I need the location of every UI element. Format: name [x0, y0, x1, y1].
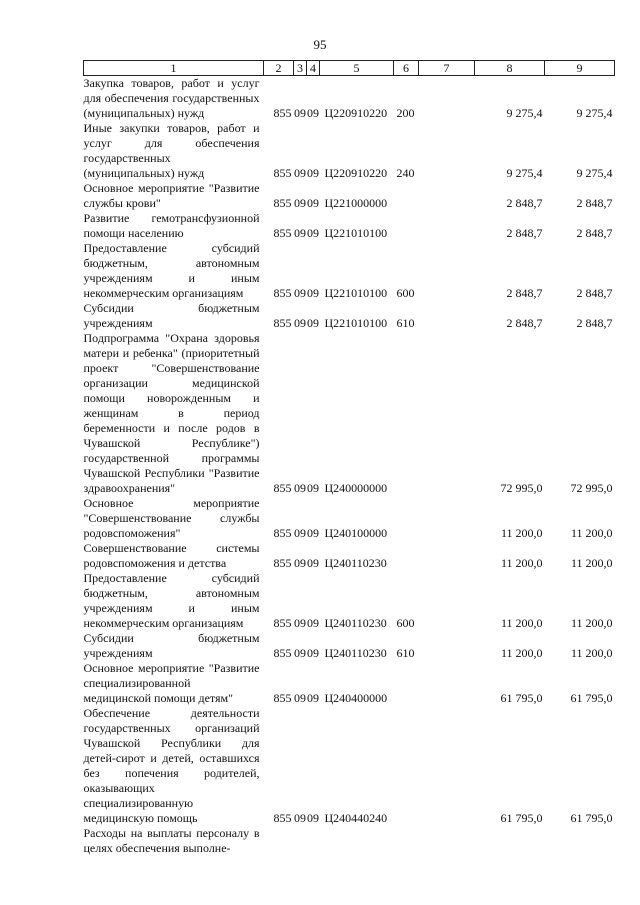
row-name-cell: Основное мероприятие "Развитие специализированной медицинской помощи детям" [83, 661, 260, 705]
subsection-code-cell: 09 [307, 691, 319, 705]
subsection-code-cell: 09 [307, 196, 319, 210]
subsection-code-cell: 09 [307, 106, 319, 120]
ministry-code-cell: 855 [273, 691, 292, 705]
amount-cell: 2 848,7 [506, 316, 543, 330]
table-row [84, 211, 615, 241]
target-article-cell: Ц240400000 [324, 691, 388, 705]
section-code-cell: 09 [294, 526, 306, 540]
ministry-code-cell: 855 [273, 106, 292, 120]
amount-cell: 72 995,0 [500, 481, 543, 495]
ministry-code-cell: 855 [273, 166, 292, 180]
row-name-cell: Закупка товаров, работ и услуг для обеспечения государственных (муниципальных) нужд [83, 76, 260, 120]
amount-cell: 61 795,0 [500, 811, 543, 825]
ministry-code-cell: 855 [273, 286, 292, 300]
expense-type-cell: 610 [396, 316, 415, 330]
target-article-cell: Ц221010100 [324, 286, 388, 300]
table-row [84, 301, 615, 331]
section-code-cell: 09 [294, 286, 306, 300]
section-code-cell: 09 [294, 106, 306, 120]
expense-type-cell [394, 706, 419, 826]
row-name-cell: Основное мероприятие "Совершенствование службы родовспоможения" [83, 496, 260, 540]
section-code-cell [294, 826, 307, 856]
ministry-code-cell: 855 [273, 556, 292, 570]
column-7-cell [419, 571, 475, 631]
target-article-cell: Ц240110230 [324, 616, 387, 630]
row-name-cell: Иные закупки товаров, работ и услуг для обеспечения государственных (муниципальных) нужд [83, 121, 260, 180]
row-name-cell: Субсидии бюджетным учреждениям [83, 301, 260, 330]
target-article-cell: Ц220910220 [324, 166, 388, 180]
target-article-cell [320, 826, 394, 856]
column-7-cell [419, 496, 475, 541]
subsection-code-cell: 09 [307, 226, 319, 240]
section-code-cell: 09 [294, 646, 306, 660]
table-row [84, 496, 615, 541]
subsection-code-cell: 09 [307, 286, 319, 300]
amount-cell: 2 848,7 [576, 316, 613, 330]
subsection-code-cell: 09 [307, 526, 319, 540]
section-code-cell: 09 [294, 811, 306, 825]
table-body [84, 76, 615, 857]
row-name-cell: Субсидии бюджетным учреждениям [83, 631, 260, 660]
column-7-cell [419, 826, 475, 856]
target-article-cell: Ц240110230 [324, 646, 387, 660]
amount-cell: 2 848,7 [576, 226, 613, 240]
target-article-cell: Ц240110230 [324, 556, 387, 570]
column-header: 7 [419, 61, 475, 76]
row-name-cell: Предоставление субсидий бюджетным, автономным учреждениям и иным некоммерческим организациям [83, 571, 260, 630]
expense-type-cell [394, 826, 419, 856]
table-row [84, 631, 615, 661]
section-code-cell: 09 [294, 166, 306, 180]
table-row [84, 706, 615, 826]
subsection-code-cell: 09 [307, 616, 319, 630]
column-7-cell [419, 211, 475, 241]
column-7-cell [419, 301, 475, 331]
ministry-code-cell: 855 [273, 481, 292, 495]
column-header: 3 [294, 61, 307, 76]
row-name-cell: Предоставление субсидий бюджетным, автономным учреждениям и иным некоммерческим организациям [83, 241, 260, 300]
column-7-cell [419, 331, 475, 496]
row-name-cell: Совершенствование системы родовспоможения и детства [83, 541, 260, 570]
column-7-cell [419, 121, 475, 181]
target-article-cell: Ц221010100 [324, 316, 388, 330]
column-header: 6 [394, 61, 419, 76]
table-row [84, 661, 615, 706]
amount-cell: 61 795,0 [570, 691, 613, 705]
target-article-cell: Ц240100000 [324, 526, 388, 540]
column-7-cell [419, 181, 475, 211]
expense-type-cell [394, 541, 419, 571]
expense-type-cell: 600 [396, 286, 415, 300]
budget-table [83, 60, 615, 856]
column-7-cell [419, 241, 475, 301]
row-name-cell: Развитие гемотрансфузионной помощи населению [83, 211, 260, 240]
amount-cell: 11 200,0 [570, 616, 613, 630]
target-article-cell: Ц220910220 [324, 106, 388, 120]
amount-cell: 11 200,0 [570, 526, 613, 540]
amount-cell: 9 275,4 [576, 166, 613, 180]
section-code-cell: 09 [294, 481, 306, 495]
ministry-code-cell: 855 [273, 616, 292, 630]
ministry-code-cell: 855 [273, 226, 292, 240]
amount-cell: 61 795,0 [500, 691, 543, 705]
subsection-code-cell: 09 [307, 166, 319, 180]
expense-type-cell: 600 [396, 616, 415, 630]
section-code-cell: 09 [294, 226, 306, 240]
row-name-cell: Основное мероприятие "Развитие службы крови" [83, 181, 260, 210]
amount-cell: 11 200,0 [570, 556, 613, 570]
target-article-cell: Ц240440240 [324, 811, 388, 825]
amount-cell: 11 200,0 [500, 526, 543, 540]
column-header: 4 [307, 61, 320, 76]
expense-type-cell [394, 496, 419, 541]
row-name-cell: Расходы на выплаты персоналу в целях обеспечения выполне- [83, 826, 260, 855]
amount-cell: 2 848,7 [506, 226, 543, 240]
amount-cell: 2 848,7 [506, 286, 543, 300]
table-row [84, 241, 615, 301]
table-row [84, 826, 615, 856]
row-name-cell: Подпрограмма "Охрана здоровья матери и ребенка" (приоритетный проект "Совершенствование организации медицинской помощи новорожденным и женщинам в период беременности и после родов в Чувашской Республике") государственной программы Чувашской Республики "Развитие здравоохранения" [83, 331, 260, 495]
column-7-cell [419, 76, 475, 122]
subsection-code-cell: 09 [307, 316, 319, 330]
amount-cell [475, 826, 545, 856]
table-row [84, 181, 615, 211]
amount-cell: 9 275,4 [506, 106, 543, 120]
expense-type-cell: 610 [396, 646, 415, 660]
amount-cell: 11 200,0 [570, 646, 613, 660]
subsection-code-cell: 09 [307, 811, 319, 825]
table-row [84, 571, 615, 631]
amount-cell: 72 995,0 [570, 481, 613, 495]
expense-type-cell [394, 331, 419, 496]
table-header-row [84, 61, 615, 76]
ministry-code-cell: 855 [273, 196, 292, 210]
expense-type-cell [394, 661, 419, 706]
column-header: 1 [84, 61, 264, 76]
section-code-cell: 09 [294, 616, 306, 630]
ministry-code-cell: 855 [273, 811, 292, 825]
subsection-code-cell [307, 826, 320, 856]
column-7-cell [419, 661, 475, 706]
target-article-cell: Ц221000000 [324, 196, 388, 210]
amount-cell: 9 275,4 [506, 166, 543, 180]
section-code-cell: 09 [294, 691, 306, 705]
amount-cell: 61 795,0 [570, 811, 613, 825]
section-code-cell: 09 [294, 556, 306, 570]
amount-cell: 2 848,7 [576, 196, 613, 210]
target-article-cell: Ц240000000 [324, 481, 388, 495]
expense-type-cell: 200 [396, 106, 415, 120]
ministry-code-cell [264, 826, 294, 856]
column-header: 2 [264, 61, 294, 76]
table-row [84, 121, 615, 181]
target-article-cell: Ц221010100 [324, 226, 388, 240]
subsection-code-cell: 09 [307, 556, 319, 570]
ministry-code-cell: 855 [273, 646, 292, 660]
amount-cell: 11 200,0 [500, 616, 543, 630]
amount-cell: 9 275,4 [576, 106, 613, 120]
amount-cell: 11 200,0 [500, 556, 543, 570]
expense-type-cell: 240 [396, 166, 415, 180]
ministry-code-cell: 855 [273, 526, 292, 540]
column-header: 5 [320, 61, 394, 76]
expense-type-cell [394, 181, 419, 211]
column-7-cell [419, 706, 475, 826]
ministry-code-cell: 855 [273, 316, 292, 330]
section-code-cell: 09 [294, 316, 306, 330]
subsection-code-cell: 09 [307, 481, 319, 495]
amount-cell: 2 848,7 [576, 286, 613, 300]
subsection-code-cell: 09 [307, 646, 319, 660]
table-row [84, 76, 615, 122]
row-name-cell: Обеспечение деятельности государственных организаций Чувашской Республики для детей-сирот и детей, оставшихся без попечения родителей, оказывающих специализированную медицинскую помощь [83, 706, 260, 825]
column-header: 8 [475, 61, 545, 76]
column-header: 9 [545, 61, 615, 76]
amount-cell [545, 826, 615, 856]
column-7-cell [419, 631, 475, 661]
table-row [84, 541, 615, 571]
section-code-cell: 09 [294, 196, 306, 210]
page-number: 95 [313, 37, 327, 52]
amount-cell: 2 848,7 [506, 196, 543, 210]
column-7-cell [419, 541, 475, 571]
table-row [84, 331, 615, 496]
expense-type-cell [394, 211, 419, 241]
amount-cell: 11 200,0 [500, 646, 543, 660]
